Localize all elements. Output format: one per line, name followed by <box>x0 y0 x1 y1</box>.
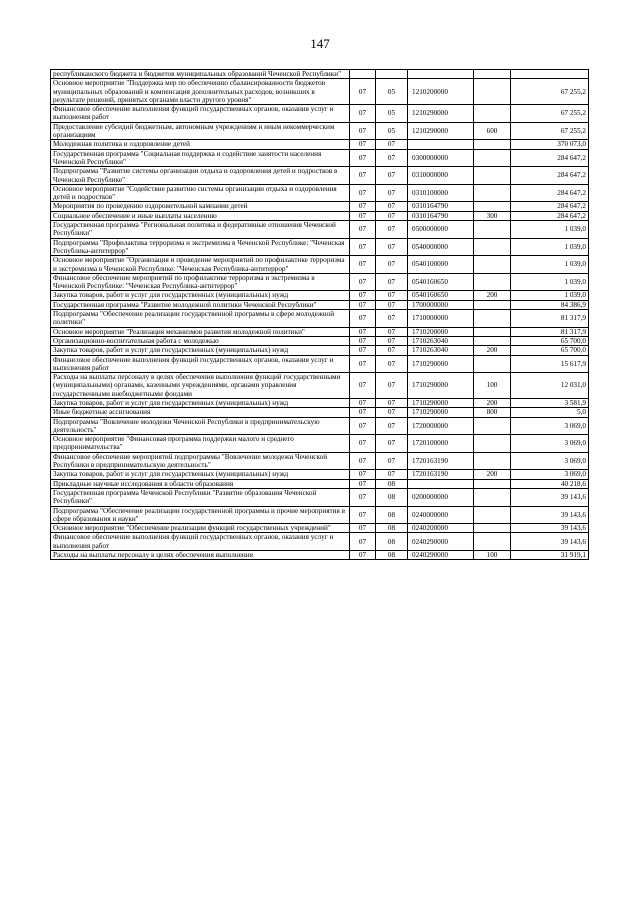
row-section-cell: 07 <box>350 79 376 105</box>
row-target-article-cell: 1720163190 <box>408 470 474 479</box>
row-target-article-cell <box>408 70 474 79</box>
table-row <box>51 551 589 560</box>
row-amount-cell: 39 143,6 <box>511 488 589 506</box>
row-section-cell: 07 <box>350 346 376 355</box>
row-amount-cell: 284 647,2 <box>511 211 589 220</box>
row-subsection-cell: 07 <box>376 417 408 435</box>
table-row <box>51 202 589 211</box>
row-section-cell: 07 <box>350 524 376 533</box>
row-target-article-cell: 1700000000 <box>408 300 474 309</box>
row-name-cell: Финансовое обеспечение мероприятий по профилактике терроризма и экстремизма в Чеченской Республике: "Чеченская Республика-антитеррор" <box>51 273 350 291</box>
row-expense-type-cell <box>474 184 511 202</box>
table-row <box>51 417 589 435</box>
row-name-cell: Подпрограмма "Обеспечение реализации государственной программы и прочие мероприятия в сфере образования и науки" <box>51 506 350 524</box>
table-row <box>51 167 589 185</box>
row-name-cell: республиканского бюджета и бюджетов муниципальных образований Чеченской Республики" <box>51 70 350 79</box>
row-name-cell: Прикладные научные исследования в области образования <box>51 479 350 488</box>
row-expense-type-cell: 600 <box>474 122 511 140</box>
row-target-article-cell: 0310164790 <box>408 211 474 220</box>
row-target-article-cell: 0500000000 <box>408 221 474 239</box>
table-row <box>51 435 589 453</box>
row-subsection-cell: 07 <box>376 355 408 373</box>
row-section-cell: 07 <box>350 167 376 185</box>
row-amount-cell: 81 317,9 <box>511 327 589 336</box>
table-row <box>51 105 589 123</box>
row-name-cell: Организационно-воспитательная работа с молодежью <box>51 336 350 345</box>
row-section-cell: 07 <box>350 256 376 274</box>
row-expense-type-cell <box>474 256 511 274</box>
row-name-cell: Финансовое обеспечение выполнения функций государственных органов, оказания услуг и выполнения работ <box>51 355 350 373</box>
row-expense-type-cell <box>474 140 511 149</box>
row-name-cell: Основное мероприятие "Реализация механизмов развития молодежной политики" <box>51 327 350 336</box>
row-section-cell: 07 <box>350 105 376 123</box>
table-row <box>51 533 589 551</box>
row-subsection-cell: 07 <box>376 310 408 328</box>
row-amount-cell: 67 255,2 <box>511 122 589 140</box>
row-name-cell: Подпрограмма "Вовлечение молодежи Чеченской Республики в предпринимательскую деятельность" <box>51 417 350 435</box>
row-target-article-cell: 1710290000 <box>408 355 474 373</box>
row-section-cell: 07 <box>350 435 376 453</box>
table-row <box>51 221 589 239</box>
row-subsection-cell: 07 <box>376 470 408 479</box>
row-expense-type-cell <box>474 452 511 470</box>
row-target-article-cell: 1710290000 <box>408 408 474 417</box>
row-section-cell: 07 <box>350 398 376 407</box>
row-section-cell: 07 <box>350 184 376 202</box>
row-subsection-cell: 08 <box>376 479 408 488</box>
row-section-cell: 07 <box>350 488 376 506</box>
row-expense-type-cell <box>474 79 511 105</box>
budget-table-body <box>51 70 589 560</box>
row-expense-type-cell <box>474 435 511 453</box>
row-target-article-cell: 0310164790 <box>408 202 474 211</box>
row-expense-type-cell <box>474 310 511 328</box>
row-amount-cell: 65 700,0 <box>511 336 589 345</box>
row-amount-cell: 12 031,0 <box>511 373 589 399</box>
row-section-cell: 07 <box>350 300 376 309</box>
row-expense-type-cell <box>474 524 511 533</box>
row-target-article-cell: 1710263040 <box>408 336 474 345</box>
row-name-cell: Мероприятия по проведению оздоровительной кампании детей <box>51 202 350 211</box>
row-subsection-cell: 07 <box>376 140 408 149</box>
row-target-article-cell: 1710000000 <box>408 310 474 328</box>
row-subsection-cell: 07 <box>376 202 408 211</box>
row-name-cell: Расходы на выплаты персоналу в целях обеспечения выполнения <box>51 551 350 560</box>
row-amount-cell: 65 700,0 <box>511 346 589 355</box>
row-target-article-cell: 0540100000 <box>408 256 474 274</box>
page-number: 147 <box>310 36 330 51</box>
row-target-article-cell: 1720000000 <box>408 417 474 435</box>
row-amount-cell: 1 039,0 <box>511 238 589 256</box>
row-expense-type-cell <box>474 70 511 79</box>
row-name-cell: Расходы на выплаты персоналу в целях обеспечения выполнения функций государственными (муниципальными) органами, казенными учреждениями, органами управления государственными внебюджетными фондами <box>51 373 350 399</box>
row-expense-type-cell <box>474 355 511 373</box>
row-subsection-cell: 07 <box>376 327 408 336</box>
row-section-cell: 07 <box>350 149 376 167</box>
row-section-cell: 07 <box>350 408 376 417</box>
row-name-cell: Государственная программа Чеченской Республики "Развитие образования Чеченской Республики" <box>51 488 350 506</box>
row-expense-type-cell <box>474 336 511 345</box>
row-name-cell: Подпрограмма "Развитие системы организации отдыха и оздоровления детей и подростков в Чеченской Республике" <box>51 167 350 185</box>
row-subsection-cell: 07 <box>376 211 408 220</box>
row-amount-cell: 3 069,0 <box>511 470 589 479</box>
row-amount-cell: 1 039,0 <box>511 256 589 274</box>
table-row <box>51 327 589 336</box>
row-name-cell: Закупка товаров, работ и услуг для государственных (муниципальных) нужд <box>51 346 350 355</box>
row-expense-type-cell <box>474 238 511 256</box>
row-amount-cell: 3 069,0 <box>511 417 589 435</box>
row-expense-type-cell <box>474 488 511 506</box>
table-row <box>51 184 589 202</box>
row-section-cell: 07 <box>350 122 376 140</box>
row-subsection-cell: 07 <box>376 238 408 256</box>
table-row <box>51 310 589 328</box>
row-name-cell: Подпрограмма "Профилактика терроризма и экстремизма в Чеченской Республике: "Чеченская Республика-антитеррор" <box>51 238 350 256</box>
row-name-cell: Основное мероприятие "Поддержка мер по обеспечению сбалансированности бюджетов муниципальных образований и компенсация дополнительных расходов, возникших в результате решений, принятых органами власти другого уровня" <box>51 79 350 105</box>
row-expense-type-cell: 200 <box>474 398 511 407</box>
row-section-cell: 07 <box>350 551 376 560</box>
table-row <box>51 452 589 470</box>
row-subsection-cell: 07 <box>376 346 408 355</box>
row-target-article-cell: 1720163190 <box>408 452 474 470</box>
row-subsection-cell: 07 <box>376 398 408 407</box>
row-section-cell: 07 <box>350 273 376 291</box>
row-subsection-cell: 07 <box>376 221 408 239</box>
row-expense-type-cell <box>474 506 511 524</box>
row-expense-type-cell: 200 <box>474 470 511 479</box>
row-subsection-cell <box>376 70 408 79</box>
table-row <box>51 479 589 488</box>
row-expense-type-cell: 200 <box>474 346 511 355</box>
row-section-cell: 07 <box>350 327 376 336</box>
row-amount-cell: 284 647,2 <box>511 149 589 167</box>
row-expense-type-cell <box>474 327 511 336</box>
row-amount-cell: 370 073,0 <box>511 140 589 149</box>
row-amount-cell: 1 039,0 <box>511 291 589 300</box>
row-target-article-cell: 1720100000 <box>408 435 474 453</box>
row-subsection-cell: 07 <box>376 291 408 300</box>
row-target-article-cell: 1710200000 <box>408 327 474 336</box>
table-row <box>51 470 589 479</box>
table-row <box>51 291 589 300</box>
row-expense-type-cell <box>474 273 511 291</box>
row-expense-type-cell: 100 <box>474 373 511 399</box>
table-row <box>51 300 589 309</box>
row-expense-type-cell <box>474 149 511 167</box>
row-target-article-cell: 1710290000 <box>408 398 474 407</box>
row-subsection-cell: 07 <box>376 373 408 399</box>
row-target-article-cell: 1210200000 <box>408 79 474 105</box>
row-expense-type-cell <box>474 105 511 123</box>
budget-table <box>50 69 589 560</box>
row-target-article-cell: 0540160650 <box>408 291 474 300</box>
row-target-article-cell: 0200000000 <box>408 488 474 506</box>
table-row <box>51 346 589 355</box>
row-name-cell: Предоставление субсидий бюджетным, автономным учреждениям и иным некоммерческим организациям <box>51 122 350 140</box>
table-row <box>51 373 589 399</box>
row-section-cell: 07 <box>350 202 376 211</box>
row-subsection-cell: 05 <box>376 79 408 105</box>
row-amount-cell: 3 069,0 <box>511 452 589 470</box>
row-subsection-cell: 07 <box>376 300 408 309</box>
row-name-cell: Основное мероприятие "Обеспечение реализации функций государственных учреждений" <box>51 524 350 533</box>
row-amount-cell: 40 218,6 <box>511 479 589 488</box>
row-section-cell: 07 <box>350 291 376 300</box>
row-amount-cell: 1 039,0 <box>511 273 589 291</box>
row-amount-cell <box>511 70 589 79</box>
row-section-cell <box>350 70 376 79</box>
row-name-cell: Подпрограмма "Обеспечение реализации государственной программы в сфере молодежной политики" <box>51 310 350 328</box>
table-row <box>51 336 589 345</box>
row-target-article-cell: 1210290000 <box>408 105 474 123</box>
row-name-cell: Государственная программа "Социальная поддержка и содействие занятости населения Чеченской Республики" <box>51 149 350 167</box>
row-amount-cell: 84 386,9 <box>511 300 589 309</box>
row-name-cell: Социальное обеспечение и иные выплаты населению <box>51 211 350 220</box>
row-expense-type-cell <box>474 417 511 435</box>
row-expense-type-cell <box>474 202 511 211</box>
row-amount-cell: 39 143,6 <box>511 524 589 533</box>
row-name-cell: Закупка товаров, работ и услуг для государственных (муниципальных) нужд <box>51 291 350 300</box>
row-expense-type-cell: 100 <box>474 551 511 560</box>
row-target-article-cell: 0240200000 <box>408 524 474 533</box>
row-amount-cell: 284 647,2 <box>511 167 589 185</box>
table-row <box>51 238 589 256</box>
row-section-cell: 07 <box>350 238 376 256</box>
row-subsection-cell: 07 <box>376 452 408 470</box>
row-subsection-cell: 07 <box>376 273 408 291</box>
row-section-cell: 07 <box>350 336 376 345</box>
table-row <box>51 408 589 417</box>
row-section-cell: 07 <box>350 211 376 220</box>
row-amount-cell: 284 647,2 <box>511 202 589 211</box>
row-target-article-cell: 0540000000 <box>408 238 474 256</box>
row-target-article-cell: 0310000000 <box>408 167 474 185</box>
table-row <box>51 524 589 533</box>
row-expense-type-cell: 200 <box>474 291 511 300</box>
row-target-article-cell: 0240290000 <box>408 551 474 560</box>
row-expense-type-cell <box>474 221 511 239</box>
row-amount-cell: 31 919,1 <box>511 551 589 560</box>
row-subsection-cell: 07 <box>376 167 408 185</box>
row-amount-cell: 39 143,6 <box>511 533 589 551</box>
row-name-cell: Финансовое обеспечение выполнения функций государственных органов, оказания услуг и выполнения работ <box>51 105 350 123</box>
row-amount-cell: 39 143,6 <box>511 506 589 524</box>
row-section-cell: 07 <box>350 506 376 524</box>
row-section-cell: 07 <box>350 470 376 479</box>
row-section-cell: 07 <box>350 373 376 399</box>
row-target-article-cell: 0240000000 <box>408 506 474 524</box>
table-row <box>51 70 589 79</box>
row-subsection-cell: 08 <box>376 506 408 524</box>
row-subsection-cell: 08 <box>376 533 408 551</box>
row-section-cell: 07 <box>350 310 376 328</box>
row-name-cell: Закупка товаров, работ и услуг для государственных (муниципальных) нужд <box>51 398 350 407</box>
row-name-cell: Основное мероприятие "Финансовая программа поддержки малого и среднего предпринимательства" <box>51 435 350 453</box>
row-name-cell: Финансовое обеспечение выполнения функций государственных органов, оказания услуг и выполнения работ <box>51 533 350 551</box>
row-expense-type-cell: 800 <box>474 408 511 417</box>
row-name-cell: Государственная программа "Региональная политика и федеративные отношения Чеченской Республики" <box>51 221 350 239</box>
row-name-cell: Финансовое обеспечение мероприятий подпрограммы "Вовлечение молодежи Чеченской Республики в предпринимательскую деятельность" <box>51 452 350 470</box>
row-name-cell: Основное мероприятие "Организация и проведение мероприятий по профилактике терроризма и экстремизма в Чеченской Республике: "Чеченская Республика-антитеррор" <box>51 256 350 274</box>
row-subsection-cell: 07 <box>376 336 408 345</box>
row-target-article-cell: 0240290000 <box>408 533 474 551</box>
table-row <box>51 256 589 274</box>
table-row <box>51 79 589 105</box>
row-subsection-cell: 05 <box>376 105 408 123</box>
row-subsection-cell: 08 <box>376 488 408 506</box>
row-section-cell: 07 <box>350 140 376 149</box>
table-row <box>51 140 589 149</box>
row-name-cell: Закупка товаров, работ и услуг для государственных (муниципальных) нужд <box>51 470 350 479</box>
table-row <box>51 506 589 524</box>
row-expense-type-cell <box>474 479 511 488</box>
row-expense-type-cell <box>474 167 511 185</box>
table-row <box>51 149 589 167</box>
row-section-cell: 07 <box>350 533 376 551</box>
row-subsection-cell: 08 <box>376 551 408 560</box>
table-row <box>51 273 589 291</box>
row-target-article-cell: 1710290000 <box>408 373 474 399</box>
row-target-article-cell: 0540160650 <box>408 273 474 291</box>
row-amount-cell: 3 581,9 <box>511 398 589 407</box>
row-subsection-cell: 07 <box>376 149 408 167</box>
row-target-article-cell: 0300000000 <box>408 149 474 167</box>
row-amount-cell: 81 317,9 <box>511 310 589 328</box>
row-amount-cell: 67 255,2 <box>511 79 589 105</box>
row-expense-type-cell: 300 <box>474 211 511 220</box>
row-section-cell: 07 <box>350 452 376 470</box>
row-target-article-cell: 0310100000 <box>408 184 474 202</box>
row-name-cell: Основное мероприятие "Содействие развитию системы организации отдыха и оздоровления детей и подростков" <box>51 184 350 202</box>
row-subsection-cell: 05 <box>376 122 408 140</box>
row-name-cell: Молодежная политика и оздоровление детей <box>51 140 350 149</box>
row-subsection-cell: 08 <box>376 524 408 533</box>
row-amount-cell: 67 255,2 <box>511 105 589 123</box>
row-subsection-cell: 07 <box>376 256 408 274</box>
row-amount-cell: 1 039,0 <box>511 221 589 239</box>
row-amount-cell: 3 069,0 <box>511 435 589 453</box>
row-target-article-cell <box>408 140 474 149</box>
table-row <box>51 355 589 373</box>
row-amount-cell: 5,0 <box>511 408 589 417</box>
row-expense-type-cell <box>474 533 511 551</box>
row-subsection-cell: 07 <box>376 408 408 417</box>
row-subsection-cell: 07 <box>376 184 408 202</box>
table-row <box>51 211 589 220</box>
row-target-article-cell: 1210290000 <box>408 122 474 140</box>
row-amount-cell: 284 647,2 <box>511 184 589 202</box>
row-target-article-cell: 1710263040 <box>408 346 474 355</box>
row-name-cell: Иные бюджетные ассигнования <box>51 408 350 417</box>
row-target-article-cell <box>408 479 474 488</box>
row-section-cell: 07 <box>350 221 376 239</box>
row-section-cell: 07 <box>350 479 376 488</box>
row-subsection-cell: 07 <box>376 435 408 453</box>
row-section-cell: 07 <box>350 355 376 373</box>
table-row <box>51 122 589 140</box>
table-row <box>51 488 589 506</box>
table-row <box>51 398 589 407</box>
row-amount-cell: 15 617,9 <box>511 355 589 373</box>
row-name-cell: Государственная программа "Развитие молодежной политики Чеченской Республики" <box>51 300 350 309</box>
row-section-cell: 07 <box>350 417 376 435</box>
row-expense-type-cell <box>474 300 511 309</box>
